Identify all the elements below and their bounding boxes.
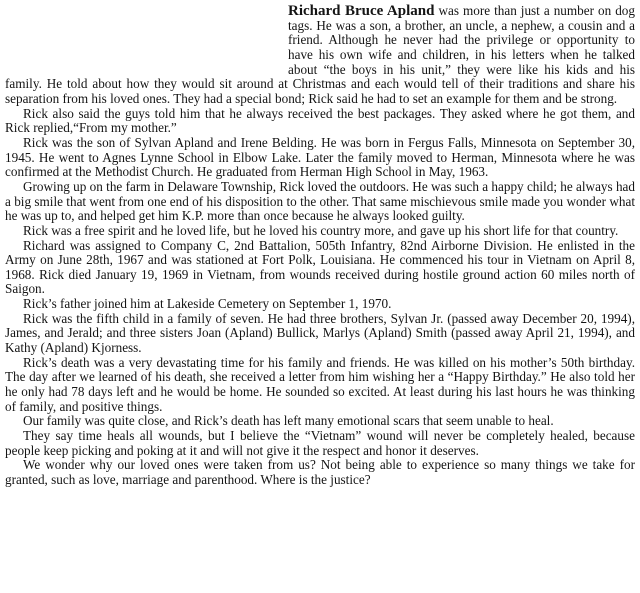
article-paragraph: Rick was the fifth child in a family of seven. He had three brothers, Sylvan Jr. (passed away December 20, 1994), James, and Jerald; and three sisters Joan (Apland) Bullick, Marlys (Apland) Smith (passed away April 21, 1994), and Kathy (Apland) Kjorness. — [5, 310, 635, 356]
article-paragraph: Richard was assigned to Company C, 2nd Battalion, 505th Infantry, 82nd Airborne Division. He enlisted in the Army on June 28th, 1967 and was stationed at Fort Polk, Louisiana. He commenced his tour in Vietnam on April 8, 1968. Rick died January 19, 1969 in Vietnam, from wounds received during hostile ground action 60 miles north of Saigon. — [5, 237, 635, 297]
article-paragraph: Growing up on the farm in Delaware Township, Rick loved the outdoors. He was such a happy child; he always had a big smile that went from one end of his disposition to the other. That same mischievous smile made you wonder what he was up to, and helped get him K.P. more than once because he always looked guilty. — [5, 178, 635, 224]
intro-text: was more than just a number on dog tags. He was a son, a brother, an uncle, a nephew, a cousin and a friend. Although he never had the privilege or opportunity to have his own wife and children, in his letters when he talked about “the boys in his unit,” they were like his kids and his family. He told about how they would sit around at Christmas and each would tell of their traditions and share his separation from his loved ones. They had a special bond; Rick said he had to set an example for them and be strong. — [5, 3, 635, 106]
article-paragraph: Rick also said the guys told him that he always received the best packages. They asked where he got them, and Rick replied,“From my mother.” — [5, 105, 635, 136]
article-paragraph: They say time heals all wounds, but I believe the “Vietnam” wound will never be completely healed, because people keep picking and poking at it and will not give it the respect and honor it deserves. — [5, 428, 635, 458]
article-paragraph: Rick’s father joined him at Lakeside Cemetery on September 1, 1970. — [23, 296, 392, 312]
article-paragraph: Our family was quite close, and Rick’s death has left many emotional scars that seem unable to heal. — [23, 413, 554, 429]
article-paragraph: Rick was the son of Sylvan Apland and Irene Belding. He was born in Fergus Falls, Minnesota on September 30, 1945. He went to Agnes Lynne School in Elbow Lake. Later the family moved to Herman, Minnesota where he was confirmed at the Methodist Church. He graduated from Herman High School in May, 1963. — [5, 134, 635, 180]
article-paragraph: We wonder why our loved ones were taken from us? Not being able to experience so many things we take for granted, such as love, marriage and parenthood. Where is the justice? — [5, 457, 635, 487]
article-paragraph: Rick’s death was a very devastating time for his family and friends. He was killed on his mother’s 50th birthday. The day after we learned of his death, she received a letter from him wishing her a “Happy Birthday.” He also told her he only had 78 days left and he would be home. He sounded so excited. At least during his last hours he was thinking of family, and positive things. — [5, 354, 635, 414]
article-paragraph: Rick was a free spirit and he loved life, but he loved his country more, and gave up his short life for that country. — [23, 222, 619, 238]
subject-name: Richard Bruce Apland — [288, 3, 435, 19]
photo-placeholder — [5, 4, 288, 77]
